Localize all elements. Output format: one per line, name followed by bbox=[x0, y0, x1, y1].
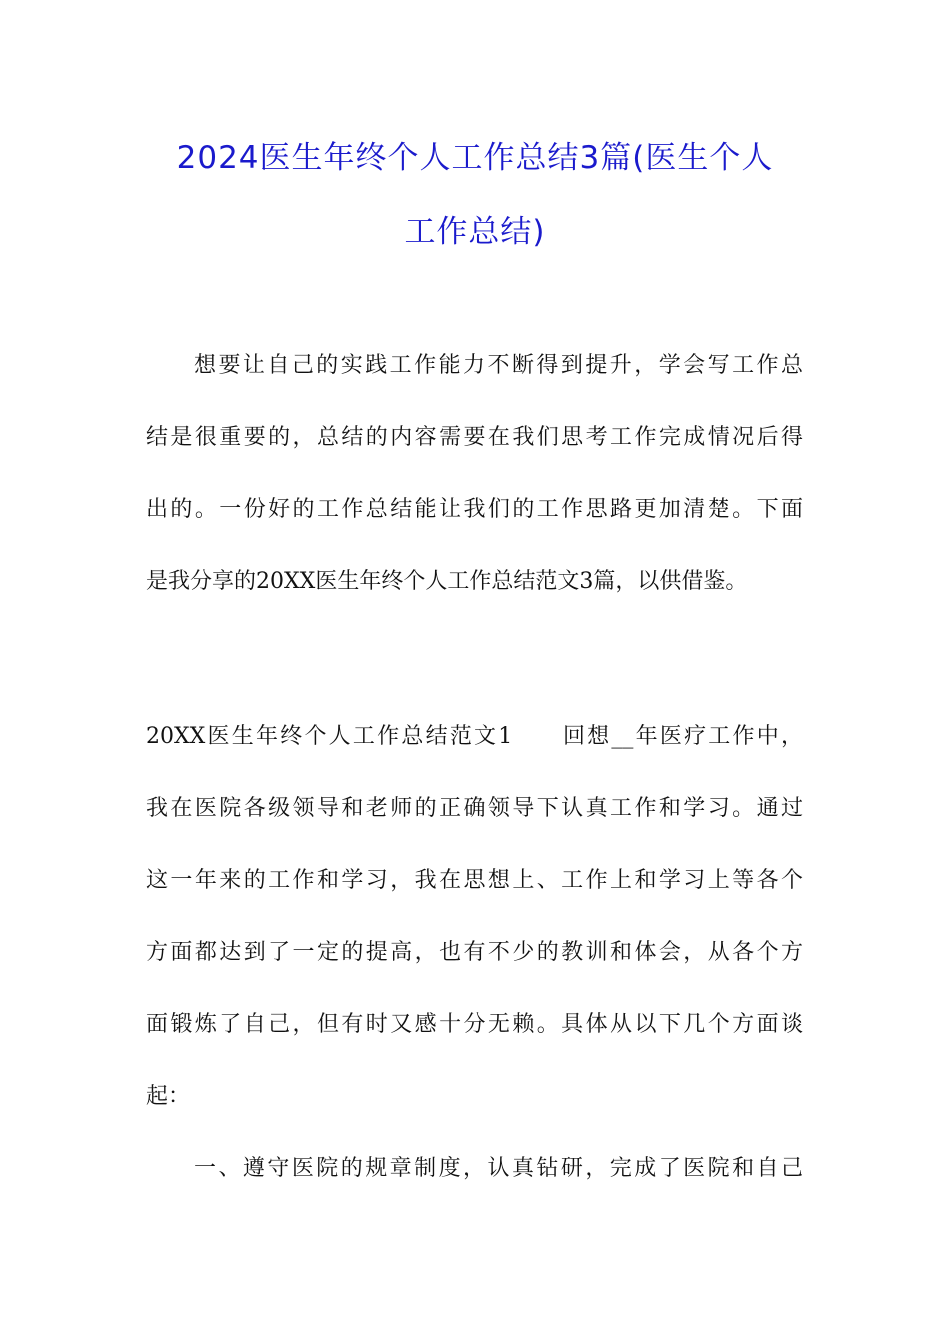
section-1-line: 方面都达到了一定的提高，也有不少的教训和体会，从各个方 bbox=[146, 940, 803, 965]
document-title-line-2: 工作总结) bbox=[404, 214, 546, 250]
section-1-line: 起： bbox=[146, 1084, 191, 1109]
section-1-line: 我在医院各级领导和老师的正确领导下认真工作和学习。通过 bbox=[146, 796, 803, 821]
section-1-line: 面锻炼了自己，但有时又感十分无赖。具体从以下几个方面谈 bbox=[146, 1012, 803, 1037]
intro-paragraph-line: 是我分享的20XX医生年终个人工作总结范文3篇，以供借鉴。 bbox=[146, 569, 748, 594]
section-1-line: 这一年来的工作和学习，我在思想上、工作上和学习上等各个 bbox=[146, 868, 803, 893]
intro-paragraph-line: 结是很重要的，总结的内容需要在我们思考工作完成情况后得 bbox=[146, 425, 803, 450]
intro-paragraph-line: 出的。一份好的工作总结能让我们的工作思路更加清楚。下面 bbox=[146, 497, 803, 522]
section-1-line: 20XX医生年终个人工作总结范文1 回想__年医疗工作中， bbox=[146, 724, 803, 749]
document-title-line-1: 2024医生年终个人工作总结3篇(医生个人 bbox=[176, 140, 774, 176]
point-1-heading-line: 一、遵守医院的规章制度，认真钻研，完成了医院和自己 bbox=[194, 1156, 803, 1181]
intro-paragraph-line: 想要让自己的实践工作能力不断得到提升，学会写工作总 bbox=[194, 353, 803, 378]
